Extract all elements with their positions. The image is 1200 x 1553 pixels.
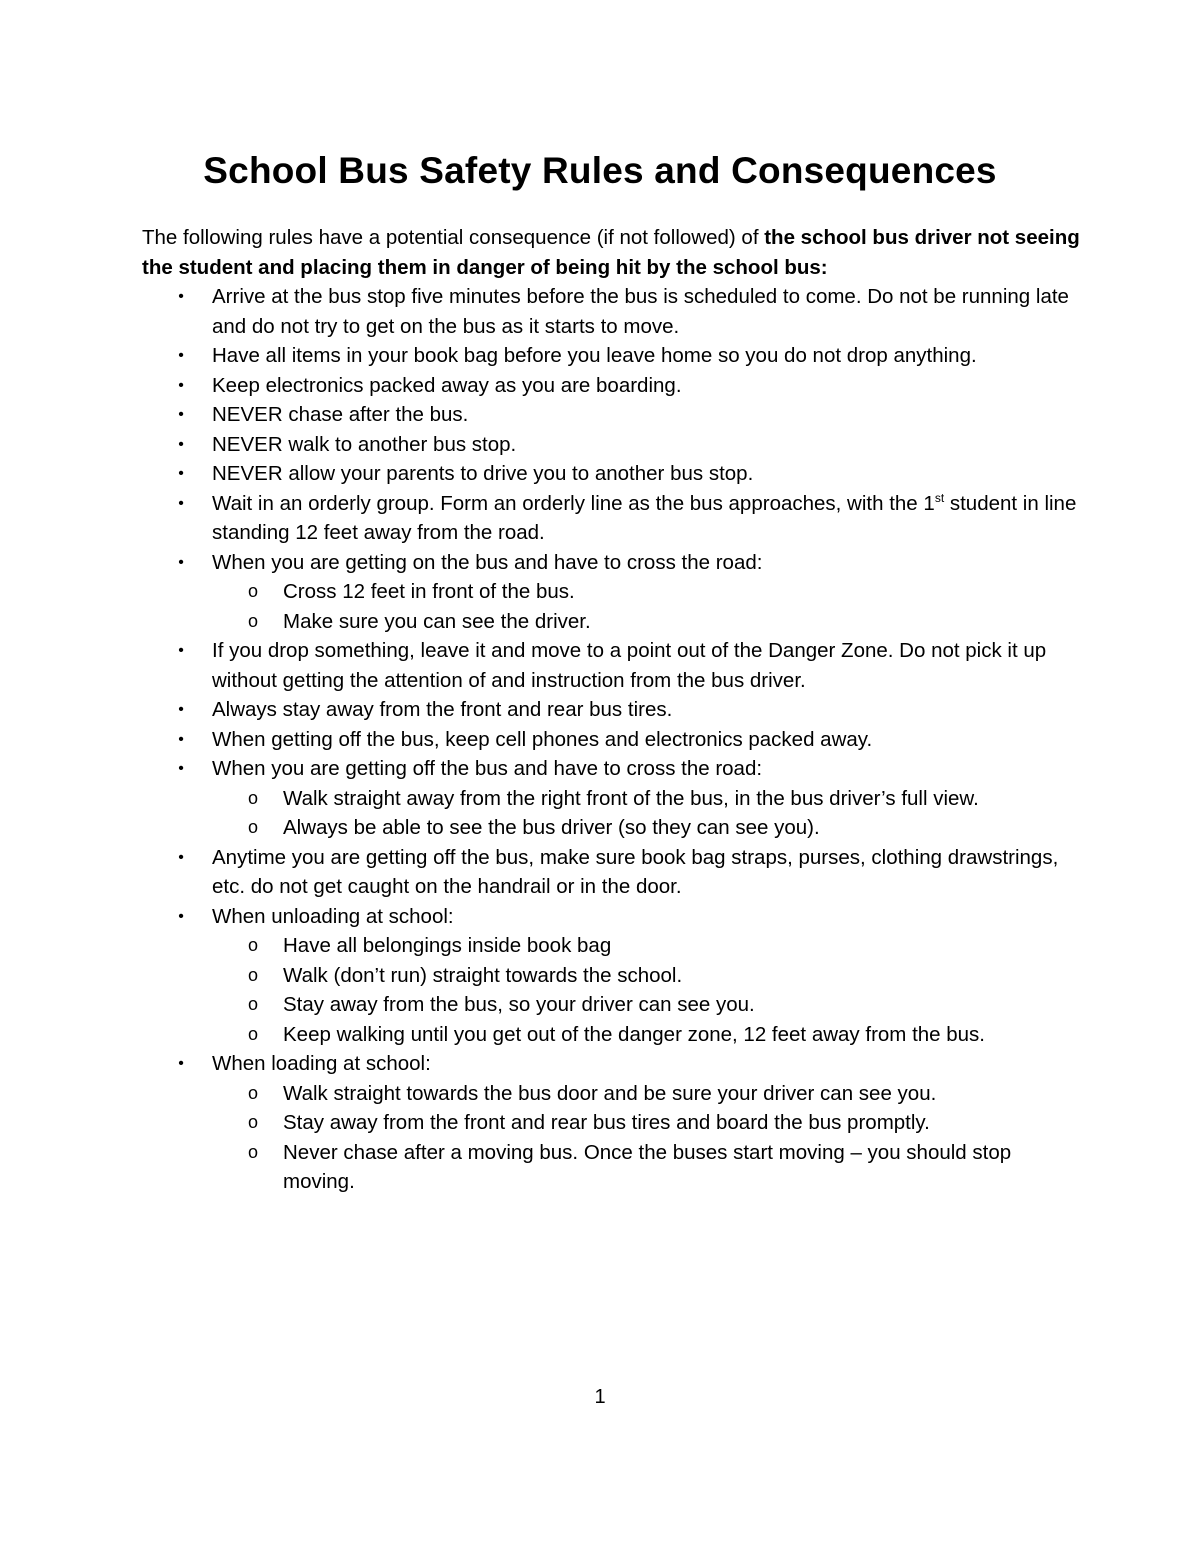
rule-item [142,400,1082,430]
sub-rule-item [212,931,1082,961]
bullet-icon: • [178,347,184,364]
rule-item [142,371,1082,401]
bullet-icon: • [178,288,184,305]
page-number: 1 [594,1386,606,1408]
sub-rule-item [212,607,1082,637]
bullet-icon: • [178,642,184,659]
rule-item [142,430,1082,460]
rule-text: When you are getting off the bus and have to cross the road: [212,757,763,780]
sub-rule-text: Always be able to see the bus driver (so they can see you). [283,816,820,839]
sub-rule-item [212,1020,1082,1050]
rule-text: NEVER walk to another bus stop. [212,432,517,456]
rule-text: When getting off the bus, keep cell phones and electronics packed away. [212,727,873,751]
rule-text-continued: student in line standing 12 feet away from the road. [212,491,1077,544]
sub-rule-text: Have all belongings inside book bag [283,934,612,957]
rule-text: Have all items in your book bag before you leave home so you do not drop anything. [212,344,977,367]
sub-rule-text: Walk straight away from the right front of the bus, in the bus driver’s full view. [283,786,979,810]
bullet-icon: • [178,760,184,777]
sub-rule-text: Never chase after a moving bus. Once the buses start moving – you should stop moving. [283,1140,1012,1193]
bullet-icon: • [178,406,184,423]
circle-bullet-icon: o [248,935,259,955]
rule-text: When unloading at school: [212,904,454,928]
bullet-icon: • [178,376,184,394]
sub-rule-item [212,990,1082,1020]
circle-bullet-icon: o [248,1112,259,1132]
sub-rule-text: Stay away from the front and rear bus tires and board the bus promptly. [283,1111,930,1134]
rules-list [142,282,1082,1197]
sub-rule-text: Cross 12 feet in front of the bus. [283,580,575,603]
rule-text: NEVER allow your parents to drive you to another bus stop. [212,462,754,485]
rule-item [142,459,1082,489]
sub-rules-list [142,577,1082,636]
sub-rule-text: Keep walking until you get out of the danger zone, 12 feet away from the bus. [283,1022,986,1046]
rule-item [142,1049,1082,1197]
rule-item [142,843,1082,902]
sub-rule-item [212,1108,1082,1138]
rule-text: When you are getting on the bus and have to cross the road: [212,550,763,574]
rule-text: Arrive at the bus stop five minutes before the bus is scheduled to come. Do not be running late and do not try to get on the bus as it starts to move. [212,285,1069,338]
bullet-icon: • [178,494,184,512]
rule-text: When loading at school: [212,1052,431,1075]
sub-rule-item [212,961,1082,991]
sub-rule-item [212,577,1082,607]
rule-item [142,489,1082,548]
sub-rules-list [142,1079,1082,1197]
rule-text: Keep electronics packed away as you are boarding. [212,373,682,397]
rule-item [142,754,1082,843]
circle-bullet-icon: o [248,787,259,808]
intro-text: The following rules have a potential consequence (if not followed) of [142,226,765,249]
rule-text: If you drop something, leave it and move to a point out of the Danger Zone. Do not pick it up without getting the attention of and instruction from the bus driver. [212,639,1047,692]
sub-rules-list [142,931,1082,1049]
bullet-icon: • [178,435,184,453]
circle-bullet-icon: o [248,994,259,1014]
sub-rules-list [142,784,1082,843]
circle-bullet-icon: o [248,817,259,837]
bullet-icon: • [178,848,184,866]
rule-text: Always stay away from the front and rear bus tires. [212,698,673,721]
sub-rule-text: Make sure you can see the driver. [283,609,591,633]
bullet-icon: • [178,553,184,571]
rule-item [142,341,1082,371]
rule-item [142,695,1082,725]
sub-rule-text: Stay away from the bus, so your driver can see you. [283,993,755,1016]
circle-bullet-icon: o [248,1141,259,1162]
rule-text: Wait in an orderly group. Form an orderly line as the bus approaches, with the 1 [212,491,935,515]
rule-item [142,902,1082,1050]
circle-bullet-icon: o [248,610,259,631]
bullet-icon: • [178,907,184,925]
sub-rule-text: Walk straight towards the bus door and be sure your driver can see you. [283,1081,937,1105]
circle-bullet-icon: o [248,964,259,985]
rule-text: Anytime you are getting off the bus, make sure book bag straps, purses, clothing drawstrings, etc. do not get caught on the handrail or in the door. [212,845,1059,898]
circle-bullet-icon: o [248,1082,259,1103]
page-title: School Bus Safety Rules and Consequences [203,150,997,191]
sub-rule-item [212,813,1082,843]
rule-item [142,282,1082,341]
ordinal-superscript: st [934,490,945,505]
sub-rule-item [212,1079,1082,1109]
intro-emphasis: the school bus driver not seeing the student and placing them in danger of being hit by the school bus: [142,226,1080,279]
circle-bullet-icon: o [248,1023,259,1044]
sub-rule-item [212,784,1082,814]
bullet-icon: • [178,701,184,718]
rule-item [142,725,1082,755]
intro-paragraph [142,223,1082,282]
sub-rule-item [212,1138,1082,1197]
bullet-icon: • [178,465,184,482]
rule-text: NEVER chase after the bus. [212,403,469,426]
bullet-icon: • [178,730,184,748]
rule-item [142,636,1082,695]
sub-rule-text: Walk (don’t run) straight towards the school. [283,963,683,987]
circle-bullet-icon: o [248,581,259,601]
rule-item [142,548,1082,637]
bullet-icon: • [178,1055,184,1072]
